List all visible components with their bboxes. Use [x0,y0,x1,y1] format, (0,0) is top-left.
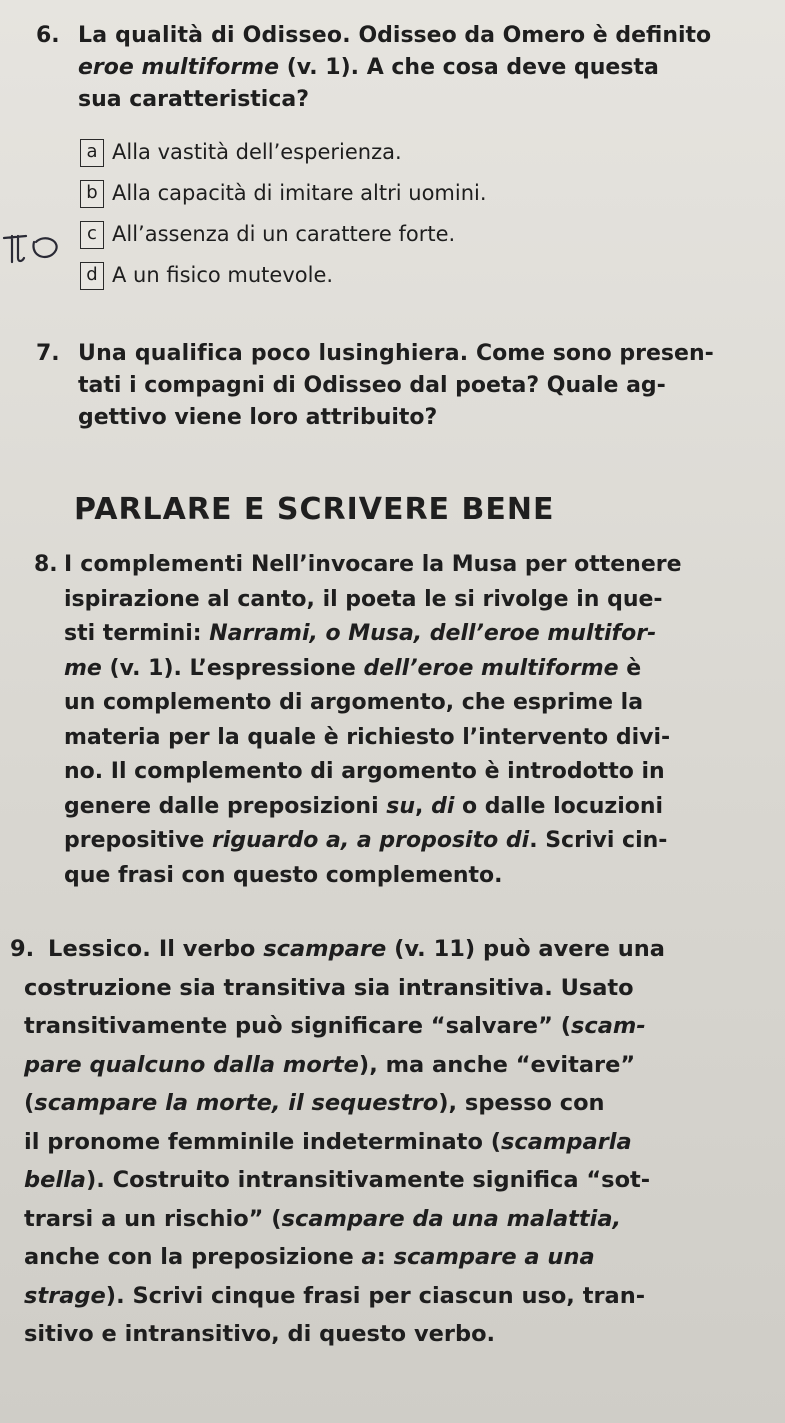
exercise-text: (v. 11) può avere una [386,936,665,962]
exercise-text-italic: di [431,793,455,819]
exercise-text-italic: scamparla [501,1128,632,1155]
exercise-6 [36,20,776,116]
exercise-title: I complementi [64,552,244,577]
exercise-text: il pronome femminile indeterminato ( [24,1128,502,1155]
exercise-text: , [415,793,432,819]
option-text: Alla vastità dell’esperienza. [112,140,402,164]
exercise-text: prepositive [64,828,212,853]
exercise-text-italic: riguardo a, a proposito di [212,828,530,853]
exercise-8 [34,548,779,893]
exercise-text: costruzione sia transitiva sia intransitiva. Usato [24,974,634,1001]
exercise-text: sitivo e intransitivo, di questo verbo. [24,1321,496,1347]
exercise-text-italic: scam- [570,1013,646,1039]
exercise-text: è [618,655,642,681]
exercise-text: transitivamente può significare “salvare” ( [24,1013,571,1039]
option-letter-box[interactable]: b [80,180,104,208]
exercise-text: . Scrivi cin- [529,828,668,853]
exercise-text: un complemento di argomento, che esprime la [64,690,644,715]
option-letter-box[interactable]: d [80,262,104,290]
exercise-text: Il verbo [151,936,264,962]
exercise-text: ). Scrivi cinque frasi per ciascun uso, tran- [105,1282,646,1309]
section-heading: PARLARE E SCRIVERE BENE [74,492,555,527]
exercise-text: sua caratteristica? [78,87,309,112]
exercise-text: o dalle locuzioni [454,793,664,819]
exercise-text: tati i compagni di Odisseo dal poeta? Quale ag- [78,373,666,398]
exercise-text-italic: scampare la morte, il sequestro [34,1090,439,1116]
exercise-text: gettivo viene loro attribuito? [78,405,438,430]
exercise-9 [10,930,780,1354]
exercise-text-italic: scampare da una malattia, [281,1205,622,1232]
option-c[interactable] [80,214,487,255]
exercise-text-italic: bella [24,1167,86,1193]
exercise-title: La qualità di Odisseo. [78,23,351,48]
exercise-text: ). Costruito intransitivamente significa “sot- [85,1167,651,1193]
exercise-text: genere dalle preposizioni [64,793,387,819]
option-text: Alla capacità di imitare altri uomini. [112,181,487,205]
option-letter-box[interactable]: a [80,139,104,167]
exercise-text-italic: dell’eroe multiforme [363,655,619,681]
exercise-text: ispirazione al canto, il poeta le si rivolge in que- [64,586,663,612]
exercise-text: : [376,1244,394,1270]
exercise-number: 9. [10,936,35,962]
answer-options [80,132,487,296]
exercise-text: Come sono presen- [468,341,714,366]
exercise-title: Una qualifica poco lusinghiera. [78,341,469,366]
exercise-text: (v. 1). L’espressione [101,655,364,681]
exercise-7 [36,338,776,434]
exercise-text: no. Il complemento di argomento è introdotto in [64,759,665,784]
exercise-text: Nell’invocare la Musa per ottenere [243,552,682,577]
option-a[interactable] [80,132,487,173]
exercise-number: 6. [36,23,60,48]
exercise-text: Odisseo da Omero è definito [350,23,712,48]
exercise-text-italic: a [361,1244,377,1270]
exercise-text: anche con la preposizione [24,1244,362,1270]
exercise-text: que frasi con questo complemento. [64,862,503,888]
option-d[interactable] [80,255,487,296]
exercise-text-italic: me [64,655,102,681]
option-text: A un fisico mutevole. [112,263,334,287]
option-text: All’assenza di un carattere forte. [112,222,456,246]
exercise-text-italic: Narrami, o Musa, dell’eroe multifor- [209,621,657,646]
exercise-text-italic: pare qualcuno dalla morte [24,1051,359,1078]
option-b[interactable] [80,173,487,214]
exercise-text-italic: su [386,793,416,819]
option-letter-box[interactable]: c [80,221,104,249]
exercise-text-italic: scampare a una [393,1244,595,1270]
exercise-number: 7. [36,341,60,366]
exercise-text-italic: strage [24,1282,106,1309]
exercise-text: sti termini: [64,621,210,646]
exercise-text-italic: scampare [263,936,387,962]
handwritten-scribble-icon [0,228,70,268]
exercise-text: materia per la quale è richiesto l’intervento divi- [64,724,671,750]
exercise-text: trarsi a un rischio” ( [24,1205,282,1232]
exercise-title: Lessico. [48,936,152,962]
exercise-text: (v. 1). A che cosa deve questa [279,55,659,80]
exercise-number: 8. [34,552,58,577]
exercise-text: ), ma anche “evitare” [358,1051,636,1078]
exercise-text: ( [24,1090,35,1116]
exercise-text: ), spesso con [438,1090,605,1116]
exercise-text-italic: eroe multiforme [78,55,280,80]
